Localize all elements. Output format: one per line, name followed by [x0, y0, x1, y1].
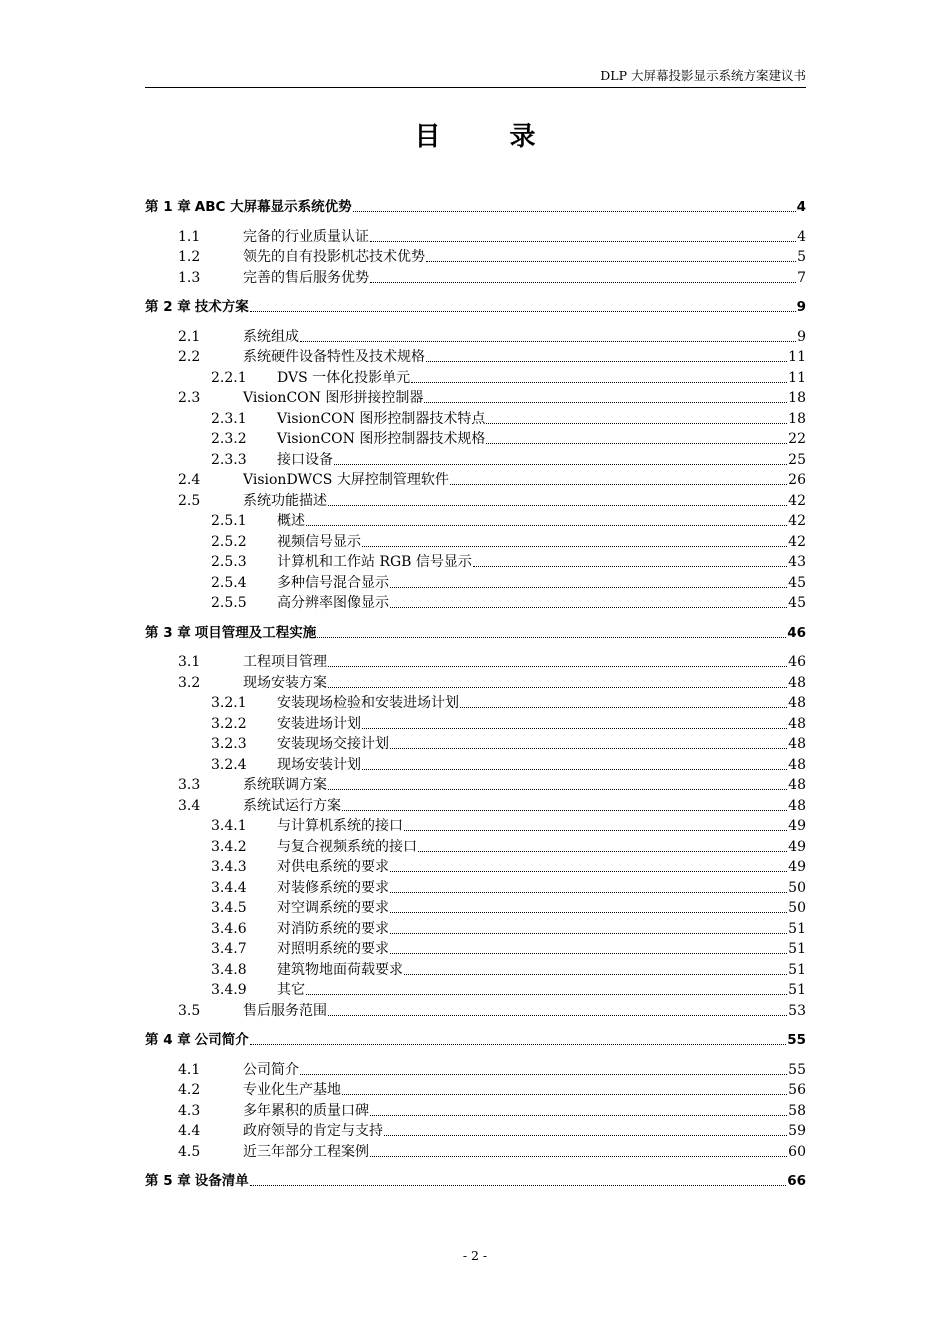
dot-leader — [306, 524, 787, 526]
toc-entry-title: 与复合视频系统的接口 — [277, 838, 417, 855]
toc-entry-title: VisionCON 图形拼接控制器 — [243, 390, 424, 406]
toc-entry-page: 58 — [788, 1102, 806, 1119]
toc-entry-number: 第 4 章 — [145, 1032, 191, 1048]
toc-chapter[interactable] — [145, 1028, 806, 1048]
toc-entry-title: VisionCON 图形控制器技术规格 — [277, 431, 486, 447]
toc-entry-title: VisionDWCS 大屏控制管理软件 — [243, 472, 449, 488]
toc-entry-number: 2.3 — [178, 390, 201, 406]
dot-leader — [328, 665, 787, 667]
toc-entry-title: 公司简介 — [243, 1061, 299, 1078]
toc-entry-title: 安装进场计划 — [277, 715, 361, 732]
toc-entry-number: 3.2.3 — [211, 736, 247, 752]
toc-entry[interactable] — [145, 712, 806, 732]
toc-entry-page: 50 — [788, 900, 806, 916]
toc-entry-title: 现场安装方案 — [243, 674, 327, 691]
header-rule — [145, 87, 806, 88]
toc-entry[interactable] — [145, 958, 806, 978]
toc-entry-number: 4.5 — [178, 1143, 201, 1160]
toc-entry[interactable] — [145, 855, 806, 875]
toc-entry-number: 2.5.4 — [211, 574, 247, 591]
toc-entry[interactable] — [145, 1119, 806, 1139]
toc-entry-title: 对装修系统的要求 — [277, 879, 389, 896]
dot-leader — [250, 310, 796, 312]
toc-entry-page: 48 — [788, 777, 806, 793]
toc-entry[interactable] — [145, 753, 806, 773]
toc-entry-title: 技术方案 — [194, 299, 249, 315]
dot-leader — [362, 545, 787, 547]
toc-entry[interactable] — [145, 530, 806, 550]
toc-entry-number: 2.5 — [178, 492, 201, 509]
toc-entry-page: 25 — [788, 451, 806, 468]
toc-entry-page: 55 — [787, 1032, 806, 1048]
toc-entry-number: 2.1 — [178, 328, 201, 345]
toc-entry-page: 22 — [788, 431, 806, 447]
toc-entry-number: 3.4.2 — [211, 838, 247, 855]
toc-entry-title: 系统硬件设备特性及技术规格 — [243, 349, 425, 365]
toc-entry-page: 9 — [797, 328, 806, 345]
toc-entry-page: 48 — [788, 736, 806, 752]
toc-entry-title: 系统组成 — [243, 328, 299, 345]
toc-entry[interactable] — [145, 917, 806, 937]
toc-entry-title: 视频信号显示 — [277, 533, 361, 550]
dot-leader — [426, 360, 787, 362]
toc-entry-title: 专业化生产基地 — [243, 1082, 341, 1098]
toc-entry[interactable] — [145, 650, 806, 670]
toc-entry-title: 设备清单 — [194, 1173, 249, 1189]
dot-leader — [390, 586, 787, 588]
toc-entry[interactable] — [145, 999, 806, 1019]
toc-entry-number: 2.3.2 — [211, 431, 247, 447]
dot-leader — [334, 463, 787, 465]
toc-entry-page: 49 — [788, 838, 806, 855]
toc-chapter[interactable] — [145, 195, 806, 215]
dot-leader — [404, 829, 787, 831]
toc-entry-number: 第 5 章 — [145, 1173, 191, 1189]
dot-leader — [450, 483, 787, 485]
toc-entry-page: 55 — [788, 1061, 806, 1078]
toc-entry-title: 建筑物地面荷载要求 — [277, 961, 403, 978]
dot-leader — [362, 727, 787, 729]
toc-entry-page: 48 — [788, 674, 806, 691]
toc-entry-title: 接口设备 — [277, 451, 333, 468]
toc-entry-title: ABC 大屏幕显示系统优势 — [194, 199, 352, 215]
dot-leader — [300, 1073, 787, 1075]
toc-entry[interactable] — [145, 427, 806, 447]
dot-leader — [250, 1184, 786, 1186]
page-number: - 2 - — [462, 1248, 488, 1263]
toc-entry-page: 42 — [788, 513, 806, 529]
toc-entry-title: 公司简介 — [194, 1032, 249, 1048]
toc-entry-number: 3.2 — [178, 674, 201, 691]
toc-entry-title: VisionCON 图形控制器技术特点 — [277, 410, 486, 427]
page-header: DLP 大屏幕投影显示系统方案建议书 — [600, 68, 806, 83]
toc-entry[interactable] — [145, 366, 806, 386]
toc-entry-page: 51 — [788, 920, 806, 937]
toc-entry[interactable] — [145, 876, 806, 896]
toc-entry[interactable] — [145, 1140, 806, 1160]
toc-entry-page: 4 — [797, 228, 806, 245]
toc-entry-title: DVS 一体化投影单元 — [277, 369, 411, 386]
toc-entry-page: 66 — [787, 1173, 806, 1189]
toc-entry-page: 56 — [788, 1082, 806, 1098]
dot-leader — [390, 932, 787, 934]
toc-entry[interactable] — [145, 386, 806, 406]
dot-leader — [328, 788, 787, 790]
page-title: 目 录 — [414, 122, 566, 152]
dot-leader — [250, 1043, 786, 1045]
toc-entry-number: 2.4 — [178, 472, 201, 488]
toc-entry-number: 3.4.3 — [211, 859, 247, 875]
toc-entry-page: 46 — [787, 624, 806, 641]
dot-leader — [390, 870, 787, 872]
toc-entry-page: 45 — [788, 595, 806, 611]
toc-entry-page: 18 — [788, 390, 806, 406]
toc-entry-title: 对消防系统的要求 — [277, 920, 389, 937]
dot-leader — [486, 442, 787, 444]
toc-entry-title: 概述 — [277, 513, 305, 529]
toc-entry-title: 系统联调方案 — [243, 777, 327, 793]
toc-entry-page: 42 — [788, 533, 806, 550]
toc-entry-number: 1.2 — [178, 249, 201, 265]
toc-entry-title: 对照明系统的要求 — [277, 941, 389, 957]
toc-entry-page: 49 — [788, 818, 806, 834]
dot-leader — [390, 747, 787, 749]
dot-leader — [370, 1114, 787, 1116]
toc-entry-number: 3.2.4 — [211, 756, 247, 773]
toc-entry[interactable] — [145, 1058, 806, 1078]
dot-leader — [390, 911, 787, 913]
toc-entry-page: 45 — [788, 574, 806, 591]
toc-entry[interactable] — [145, 571, 806, 591]
dot-leader — [473, 565, 787, 567]
toc-entry-page: 59 — [788, 1123, 806, 1139]
toc-entry-title: 对空调系统的要求 — [277, 900, 389, 916]
toc-entry[interactable] — [145, 691, 806, 711]
toc-entry[interactable] — [145, 773, 806, 793]
toc-entry[interactable] — [145, 550, 806, 570]
toc-entry-page: 7 — [797, 269, 806, 286]
toc-entry[interactable] — [145, 794, 806, 814]
toc-entry[interactable] — [145, 591, 806, 611]
toc-entry-number: 3.3 — [178, 777, 201, 793]
toc-entry-title: 安装现场检验和安装进场计划 — [277, 695, 459, 711]
toc-entry-number: 2.3.1 — [211, 410, 247, 427]
toc-entry[interactable] — [145, 814, 806, 834]
toc-entry-title: 系统功能描述 — [243, 492, 327, 509]
dot-leader — [418, 850, 787, 852]
toc-entry-page: 51 — [788, 982, 806, 998]
toc-entry[interactable] — [145, 978, 806, 998]
dot-leader — [390, 606, 787, 608]
toc-entry-title: 与计算机系统的接口 — [277, 818, 403, 834]
dot-leader — [390, 952, 787, 954]
toc-entry-number: 3.1 — [178, 654, 201, 670]
toc-entry-page: 11 — [788, 349, 806, 365]
toc-entry-number: 第 2 章 — [145, 299, 191, 315]
dot-leader — [390, 891, 787, 893]
toc-entry-title: 现场安装计划 — [277, 756, 361, 773]
dot-leader — [328, 1014, 787, 1016]
toc-entry-page: 49 — [788, 859, 806, 875]
dot-leader — [300, 340, 796, 342]
toc-entry-number: 第 1 章 — [145, 199, 191, 215]
dot-leader — [370, 1155, 787, 1157]
toc-entry-number: 2.2.1 — [211, 369, 247, 386]
toc-entry[interactable] — [145, 937, 806, 957]
toc-entry-page: 11 — [788, 369, 806, 386]
toc-chapter[interactable] — [145, 1169, 806, 1189]
toc-entry-page: 51 — [788, 961, 806, 978]
toc-entry[interactable] — [145, 225, 806, 245]
toc-entry-number: 3.4.5 — [211, 900, 247, 916]
toc-entry-page: 42 — [788, 492, 806, 509]
dot-leader — [362, 768, 787, 770]
dot-leader — [411, 381, 787, 383]
toc-entry[interactable] — [145, 448, 806, 468]
toc-chapter[interactable] — [145, 621, 806, 641]
toc-entry-number: 第 3 章 — [145, 624, 191, 641]
toc-entry-number: 2.5.1 — [211, 513, 247, 529]
toc-entry-page: 50 — [788, 879, 806, 896]
toc-entry[interactable] — [145, 896, 806, 916]
toc-entry-title: 完善的售后服务优势 — [243, 269, 369, 286]
toc-entry-number: 4.2 — [178, 1082, 201, 1098]
toc-entry-number: 3.4.9 — [211, 982, 247, 998]
toc-entry-number: 3.4.4 — [211, 879, 247, 896]
toc-entry-title: 完备的行业质量认证 — [243, 228, 369, 245]
toc-entry-page: 48 — [788, 695, 806, 711]
toc-entry-number: 4.4 — [178, 1123, 201, 1139]
toc-entry[interactable] — [145, 509, 806, 529]
toc-entry-page: 53 — [788, 1002, 806, 1019]
toc-entry[interactable] — [145, 1099, 806, 1119]
toc-chapter[interactable] — [145, 295, 806, 315]
toc-entry[interactable] — [145, 325, 806, 345]
toc-entry-number: 1.1 — [178, 228, 201, 245]
toc-entry[interactable] — [145, 489, 806, 509]
toc-entry-title: 计算机和工作站 RGB 信号显示 — [277, 554, 472, 570]
dot-leader — [486, 422, 787, 424]
toc-entry-title: 高分辨率图像显示 — [277, 595, 389, 611]
toc-entry-title: 工程项目管理 — [243, 654, 327, 670]
toc-entry-title: 系统试运行方案 — [243, 797, 341, 814]
toc-entry-title: 对供电系统的要求 — [277, 859, 389, 875]
toc-entry-page: 43 — [788, 554, 806, 570]
toc-entry-number: 3.4 — [178, 797, 201, 814]
toc-entry-page: 18 — [788, 410, 806, 427]
toc-entry-title: 售后服务范围 — [243, 1002, 327, 1019]
toc-entry-number: 2.2 — [178, 349, 201, 365]
toc-entry-page: 26 — [788, 472, 806, 488]
toc-entry-page: 48 — [788, 756, 806, 773]
toc-entry-title: 项目管理及工程实施 — [194, 624, 317, 641]
toc-entry-number: 3.2.1 — [211, 695, 247, 711]
toc-entry-page: 48 — [788, 715, 806, 732]
toc-entry-page: 5 — [797, 249, 806, 265]
dot-leader — [384, 1134, 787, 1136]
dot-leader — [306, 993, 787, 995]
toc-entry-page: 60 — [788, 1143, 806, 1160]
toc-entry-number: 3.2.2 — [211, 715, 247, 732]
toc-entry-page: 46 — [788, 654, 806, 670]
toc-entry-page: 4 — [796, 199, 806, 215]
toc-entry-number: 1.3 — [178, 269, 201, 286]
dot-leader — [328, 504, 787, 506]
toc-entry-number: 3.4.7 — [211, 941, 247, 957]
dot-leader — [342, 809, 787, 811]
toc-entry[interactable] — [145, 468, 806, 488]
toc-entry-number: 3.4.6 — [211, 920, 247, 937]
dot-leader — [460, 706, 787, 708]
toc-entry-number: 2.5.2 — [211, 533, 247, 550]
toc-entry-page: 9 — [796, 299, 806, 315]
toc-entry[interactable] — [145, 407, 806, 427]
toc-entry-title: 领先的自有投影机芯技术优势 — [243, 249, 425, 265]
toc-entry-number: 3.4.8 — [211, 961, 247, 978]
toc-entry-number: 2.5.3 — [211, 554, 247, 570]
dot-leader — [317, 636, 786, 638]
toc-entry[interactable] — [145, 671, 806, 691]
toc-entry[interactable] — [145, 835, 806, 855]
dot-leader — [370, 240, 796, 242]
toc-entry[interactable] — [145, 1078, 806, 1098]
dot-leader — [370, 281, 796, 283]
dot-leader — [353, 210, 796, 212]
toc-entry-number: 2.5.5 — [211, 595, 247, 611]
dot-leader — [342, 1093, 787, 1095]
toc-entry[interactable] — [145, 345, 806, 365]
toc-entry-title: 政府领导的肯定与支持 — [243, 1123, 383, 1139]
toc-entry-number: 3.5 — [178, 1002, 201, 1019]
dot-leader — [404, 973, 787, 975]
toc-entry-number: 2.3.3 — [211, 451, 247, 468]
toc-entry-title: 多种信号混合显示 — [277, 574, 389, 591]
toc-entry-title: 其它 — [277, 982, 305, 998]
toc-entry-title: 多年累积的质量口碑 — [243, 1102, 369, 1119]
toc-entry-title: 近三年部分工程案例 — [243, 1143, 369, 1160]
dot-leader — [426, 260, 796, 262]
toc-entry[interactable] — [145, 732, 806, 752]
toc-entry[interactable] — [145, 266, 806, 286]
toc-entry-number: 3.4.1 — [211, 818, 247, 834]
toc-entry-number: 4.1 — [178, 1061, 201, 1078]
toc-entry[interactable] — [145, 245, 806, 265]
toc-entry-number: 4.3 — [178, 1102, 201, 1119]
dot-leader — [328, 686, 787, 688]
toc-entry-title: 安装现场交接计划 — [277, 736, 389, 752]
toc-entry-page: 51 — [788, 941, 806, 957]
toc-entry-page: 48 — [788, 797, 806, 814]
dot-leader — [424, 401, 787, 403]
